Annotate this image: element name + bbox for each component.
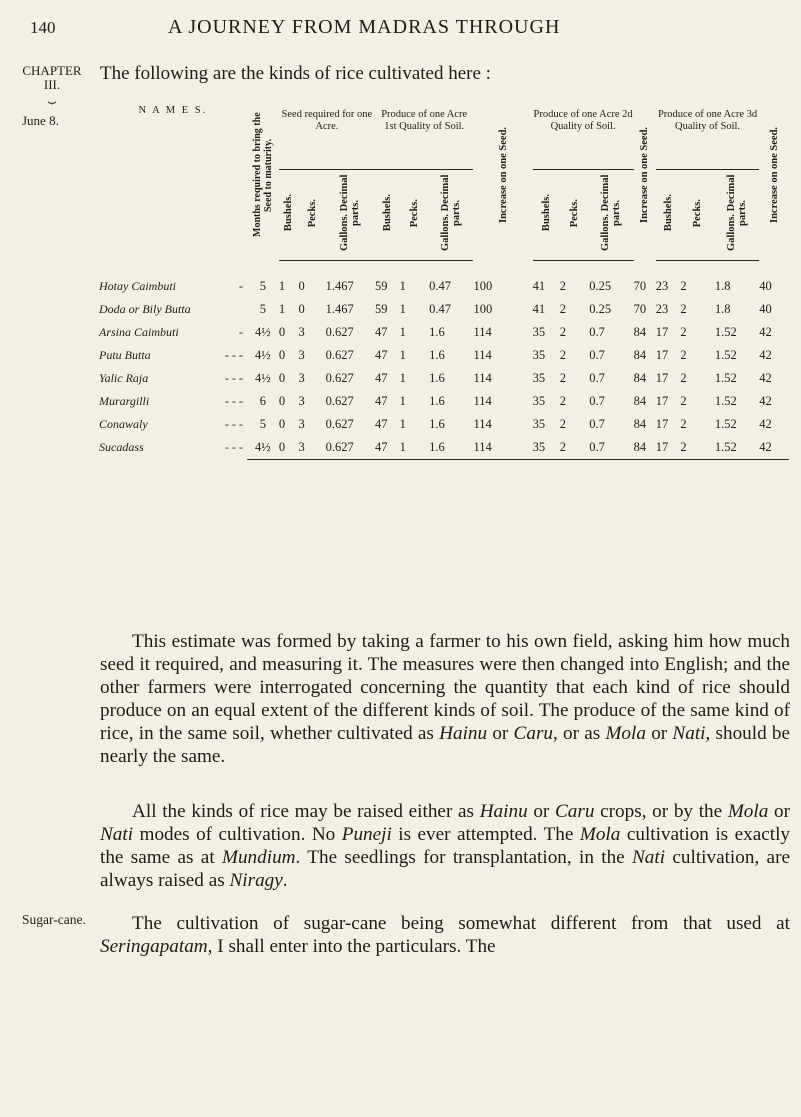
cell-s-b: 0 — [278, 394, 286, 408]
p2-text-h: . The seedlings for transplantation, in the — [295, 847, 632, 868]
cell-q3-b: 23 — [655, 279, 669, 293]
table-row — [99, 344, 789, 367]
cell-q1-b: 47 — [375, 436, 400, 460]
cell-s-b: 0 — [278, 325, 286, 339]
p2-nati2: Nati — [632, 847, 666, 868]
cell-q1-p: 1 — [399, 302, 406, 316]
paragraph-sugar-cane — [100, 912, 790, 958]
cell-s-g: 0.627 — [325, 417, 354, 431]
cell-q3-p: 2 — [680, 348, 687, 362]
cell-q2-p: 2 — [560, 436, 590, 460]
leader-dash: - — [238, 325, 243, 339]
seed-gallons-header: Gallons. Decimal parts. — [339, 174, 362, 252]
p2-text-i: cultivation, are always raised as — [100, 847, 790, 891]
cell-q3-g: 1.52 — [714, 394, 737, 408]
cell-q2-b: 41 — [532, 279, 546, 293]
rice-name: Yalic Raja — [99, 371, 149, 385]
cell-q2-i: 84 — [634, 436, 656, 460]
rice-name: Murargilli — [99, 394, 150, 408]
cell-q1-b: 47 — [374, 394, 388, 408]
cell-s-g: 0.627 — [325, 325, 354, 339]
cell-s-g: 0.627 — [325, 394, 354, 408]
cell-q2-p: 2 — [559, 371, 566, 385]
cell-s-b: 0 — [279, 436, 299, 460]
cell-s-p: 3 — [298, 417, 305, 431]
cell-q1-i: 114 — [473, 371, 492, 385]
cell-q2-p: 2 — [559, 325, 566, 339]
cell-q2-g: 0.7 — [589, 348, 605, 362]
cell-q3-i: 42 — [759, 325, 772, 339]
p1-caru: Caru — [513, 723, 553, 744]
cell-q1-p: 1 — [399, 348, 406, 362]
cell-months: 4½ — [255, 348, 271, 362]
cell-months: 4½ — [255, 371, 271, 385]
cell-q2-p: 2 — [559, 417, 566, 431]
p2-mola2: Mola — [579, 824, 621, 845]
cell-q2-g: 0.7 — [589, 371, 605, 385]
cell-q3-i: 40 — [759, 302, 772, 316]
cell-q2-i: 84 — [633, 371, 647, 385]
cell-q2-g: 0.25 — [589, 302, 612, 316]
cell-q1-i: 114 — [473, 325, 492, 339]
cell-q3-g: 1.8 — [714, 279, 731, 293]
cell-q1-g: 1.6 — [429, 325, 445, 339]
cell-q3-b: 23 — [655, 302, 669, 316]
rice-name: Putu Butta — [99, 348, 151, 362]
cell-q3-p: 2 — [680, 371, 687, 385]
p1-text-a: This estimate was formed by taking a farmer to his own field, asking him how much seed it required, and measuring it. The measures were then changed into English; and the other farmers were interrogated concerning the quantity that each kind of rice should produce on an equal extent of the different kinds of soil. The produce of the same kind of rice, in the same soil, whether cultivated as — [100, 631, 790, 744]
cell-s-p: 0 — [298, 279, 305, 293]
p2-text-g: cultivation is exactly the same as at — [100, 824, 791, 868]
cell-q2-i: 70 — [633, 302, 647, 316]
cell-q2-p: 2 — [559, 279, 566, 293]
cell-q1-g: 1.6 — [429, 348, 445, 362]
cell-q3-i: 40 — [759, 278, 772, 293]
table-row — [99, 436, 789, 460]
rice-table-wrap — [99, 105, 789, 618]
p3-text-b: , I shall enter into the particulars. The — [207, 936, 496, 957]
cell-months: 5 — [259, 417, 266, 431]
p2-text-a: All the kinds of rice may be raised either as — [132, 801, 480, 822]
cell-s-p: 3 — [298, 348, 305, 362]
cell-s-b: 0 — [278, 348, 286, 362]
cell-q1-g: 1.6 — [429, 436, 473, 460]
p2-text-e: modes of cultivation. No — [133, 824, 342, 845]
p2-text-d: or — [768, 801, 790, 822]
cell-q1-b: 47 — [374, 325, 388, 339]
cell-q1-p: 1 — [399, 371, 406, 385]
cell-q3-b: 17 — [655, 371, 669, 385]
rice-name-cell — [99, 261, 247, 299]
p1-mola: Mola — [605, 723, 646, 744]
cell-q3-i: 42 — [759, 348, 772, 362]
cell-q2-g: 0.7 — [589, 436, 633, 460]
cell-q3-b: 17 — [655, 417, 669, 431]
p1-hainu: Hainu — [439, 723, 488, 744]
cell-s-p: 3 — [298, 371, 305, 385]
table-row — [99, 298, 789, 321]
q2-pecks-header: Pecks. — [568, 198, 580, 228]
cell-q2-i: 84 — [633, 417, 647, 431]
rice-name-cell — [99, 436, 247, 460]
chapter-marker — [22, 64, 82, 102]
q1-bushels-header: Bushels. — [381, 194, 393, 232]
rice-name-cell — [99, 413, 247, 436]
cell-q2-b: 41 — [532, 302, 546, 316]
cell-q3-g: 1.52 — [714, 371, 737, 385]
p2-mola: Mola — [727, 801, 769, 822]
cell-q3-p: 2 — [680, 302, 687, 316]
p2-text-j: . — [282, 870, 288, 891]
cell-q2-i: 84 — [633, 348, 647, 362]
cell-q3-g: 1.8 — [714, 302, 731, 316]
rice-name: Doda or Bily Butta — [99, 302, 191, 316]
leader-dash: - - - — [224, 440, 243, 455]
cell-q1-g: 1.6 — [429, 394, 445, 408]
cell-months: 4½ — [255, 325, 271, 339]
cell-q3-g: 1.52 — [714, 325, 737, 339]
cell-months: 5 — [259, 278, 266, 293]
rice-name: Hotay Caimbuti — [99, 278, 176, 293]
q2-header: Produce of one Acre 2d Quality of Soil. — [533, 105, 634, 170]
cell-q1-i: 100 — [473, 302, 493, 316]
cell-q1-i: 114 — [473, 394, 492, 408]
p1-text-e: , should be nearly the same. — [100, 723, 791, 767]
cell-q1-p: 1 — [400, 436, 430, 460]
rice-table — [99, 105, 789, 460]
table-row — [99, 367, 789, 390]
cell-q1-b: 59 — [374, 279, 388, 293]
table-row — [99, 413, 789, 436]
cell-q2-b: 35 — [532, 371, 546, 385]
seed-header: Seed required for one Acre. — [279, 105, 375, 170]
cell-q1-i: 114 — [473, 417, 492, 431]
cell-q2-i: 84 — [633, 394, 647, 408]
p2-mundium: Mundium — [221, 847, 296, 868]
cell-q3-b: 17 — [655, 348, 669, 362]
cell-q1-g: 1.6 — [429, 417, 445, 431]
q2-gallons-header: Gallons. Decimal parts. — [600, 174, 623, 252]
cell-q2-b: 35 — [532, 417, 546, 431]
cell-q2-p: 2 — [559, 394, 566, 408]
cell-months: 6 — [259, 394, 266, 408]
rice-name: Arsina Caimbuti — [99, 325, 179, 339]
rice-name-cell — [99, 344, 247, 367]
cell-q3-i: 42 — [759, 417, 772, 431]
margin-date: June 8. — [22, 113, 59, 128]
q2-bushels-header: Bushels. — [540, 194, 552, 232]
p2-niragy: Niragy — [229, 870, 283, 891]
cell-q2-b: 35 — [532, 348, 546, 362]
cell-q3-p: 2 — [680, 417, 687, 431]
cell-s-g: 0.627 — [325, 348, 354, 362]
q3-pecks-header: Pecks. — [692, 198, 704, 228]
paragraph-crops — [100, 800, 790, 892]
cell-s-p: 3 — [298, 394, 305, 408]
cell-q3-b: 17 — [655, 325, 669, 339]
cell-q1-p: 1 — [399, 279, 406, 293]
p1-nati: Nati — [672, 723, 706, 744]
leader-dash: - - - — [224, 348, 243, 362]
cell-s-p: 0 — [298, 302, 305, 316]
cell-q3-g: 1.52 — [714, 417, 737, 431]
cell-s-g: 0.627 — [326, 436, 375, 460]
cell-q1-g: 0.47 — [429, 302, 451, 316]
q3-gallons-header: Gallons. Decimal parts. — [726, 174, 749, 252]
cell-q1-b: 47 — [374, 371, 388, 385]
p2-text-b: or — [527, 801, 555, 822]
cell-q1-p: 1 — [399, 325, 406, 339]
cell-s-b: 1 — [278, 302, 286, 316]
cell-q3-g: 1.52 — [715, 436, 759, 460]
p2-puneji: Puneji — [341, 824, 392, 845]
cell-q2-i: 84 — [633, 325, 647, 339]
p1-text-d: or — [645, 723, 673, 744]
running-title: A JOURNEY FROM MADRAS THROUGH — [168, 16, 561, 38]
cell-q1-i: 114 — [473, 436, 532, 460]
cell-q1-g: 1.6 — [429, 371, 445, 385]
cell-q3-i: 42 — [759, 394, 772, 408]
cell-q1-p: 1 — [399, 417, 406, 431]
table-row — [99, 390, 789, 413]
cell-s-p: 3 — [299, 436, 326, 460]
cell-q2-b: 35 — [532, 394, 546, 408]
chapter-label: CHAPTER — [22, 63, 82, 78]
cell-q3-p: 2 — [680, 325, 687, 339]
rice-name-cell — [99, 367, 247, 390]
chapter-number: III. — [43, 77, 61, 92]
p3-seringapatam: Seringapatam — [100, 936, 208, 957]
q1-increase-header: Increase on one Seed. — [497, 126, 509, 224]
q3-increase-header: Increase on one Seed. — [768, 126, 780, 224]
cell-s-g: 1.467 — [325, 279, 354, 293]
rice-name-cell — [99, 390, 247, 413]
cell-s-b: 1 — [278, 279, 286, 293]
cell-s-p: 3 — [298, 325, 305, 339]
cell-q2-b: 35 — [532, 325, 546, 339]
rice-name: Sucadass — [99, 440, 144, 455]
p2-text-c: crops, or by the — [594, 801, 728, 822]
cell-q2-g: 0.25 — [589, 279, 612, 293]
cell-s-g: 1.467 — [325, 302, 354, 316]
cell-q3-g: 1.52 — [714, 348, 737, 362]
leader-dash: - — [238, 278, 243, 293]
cell-q1-i: 114 — [473, 348, 492, 362]
cell-q3-b: 17 — [656, 436, 681, 460]
cell-s-b: 0 — [278, 417, 286, 431]
table-row — [99, 321, 789, 344]
cell-q1-b: 59 — [374, 302, 388, 316]
p2-hainu: Hainu — [479, 801, 528, 822]
q1-gallons-header: Gallons. Decimal parts. — [440, 174, 463, 252]
q3-bushels-header: Bushels. — [662, 194, 674, 232]
q1-pecks-header: Pecks. — [408, 198, 420, 228]
cell-q2-g: 0.7 — [589, 325, 605, 339]
margin-sugar-note: Sugar-cane. — [22, 912, 86, 927]
cell-q1-i: 100 — [473, 278, 493, 293]
cell-q2-i: 70 — [633, 278, 647, 293]
rice-name-cell — [99, 298, 247, 321]
q3-header: Produce of one Acre 3d Quality of Soil. — [656, 105, 759, 170]
cell-q2-p: 2 — [559, 302, 566, 316]
leader-dash: - - - — [224, 394, 243, 408]
rice-name-cell — [99, 321, 247, 344]
cell-q3-p: 2 — [680, 436, 714, 460]
p3-text-a: The cultivation of sugar-cane being somewhat different from that used at — [132, 913, 790, 934]
paragraph-estimate — [100, 630, 790, 768]
table-intro: The following are the kinds of rice cultivated here : — [100, 63, 491, 84]
p2-caru: Caru — [555, 801, 595, 822]
cell-q3-i: 42 — [759, 371, 772, 385]
rice-name: Conawaly — [99, 417, 148, 431]
seed-bushels-header: Bushels. — [283, 194, 295, 232]
brace-ornament-icon: ⏟ — [48, 89, 56, 104]
rice-table-body — [99, 261, 789, 460]
leader-dash: - - - — [224, 371, 243, 385]
q2-increase-header: Increase on one Seed. — [639, 126, 651, 224]
cell-q2-b: 35 — [533, 436, 560, 460]
cell-q1-p: 1 — [399, 394, 406, 408]
cell-months: 5 — [259, 302, 266, 316]
table-row — [99, 261, 789, 299]
cell-q2-g: 0.7 — [589, 417, 605, 431]
cell-q1-b: 47 — [374, 417, 388, 431]
p1-text-c: , or as — [553, 723, 606, 744]
cell-s-g: 0.627 — [325, 371, 354, 385]
months-header: Months required to bring the Seed to maturity. — [251, 112, 274, 238]
cell-q3-i: 42 — [759, 436, 789, 460]
cell-q3-p: 2 — [680, 394, 687, 408]
cell-q1-b: 47 — [374, 348, 388, 362]
page-number: 140 — [30, 18, 56, 37]
cell-q1-g: 0.47 — [429, 279, 451, 293]
seed-pecks-header: Pecks. — [306, 198, 318, 228]
p1-text-b: or — [487, 723, 514, 744]
cell-q3-b: 17 — [655, 394, 669, 408]
leader-dash: - - - — [224, 417, 243, 431]
cell-s-b: 0 — [278, 371, 286, 385]
cell-months: 4½ — [247, 436, 279, 460]
cell-q2-g: 0.7 — [589, 394, 605, 408]
cell-q2-p: 2 — [559, 348, 566, 362]
names-header: N A M E S. — [138, 105, 208, 116]
p2-nati: Nati — [100, 824, 134, 845]
cell-q3-p: 2 — [680, 279, 687, 293]
p2-text-f: is ever attempted. The — [391, 824, 580, 845]
q1-header: Produce of one Acre 1st Quality of Soil. — [375, 105, 474, 170]
